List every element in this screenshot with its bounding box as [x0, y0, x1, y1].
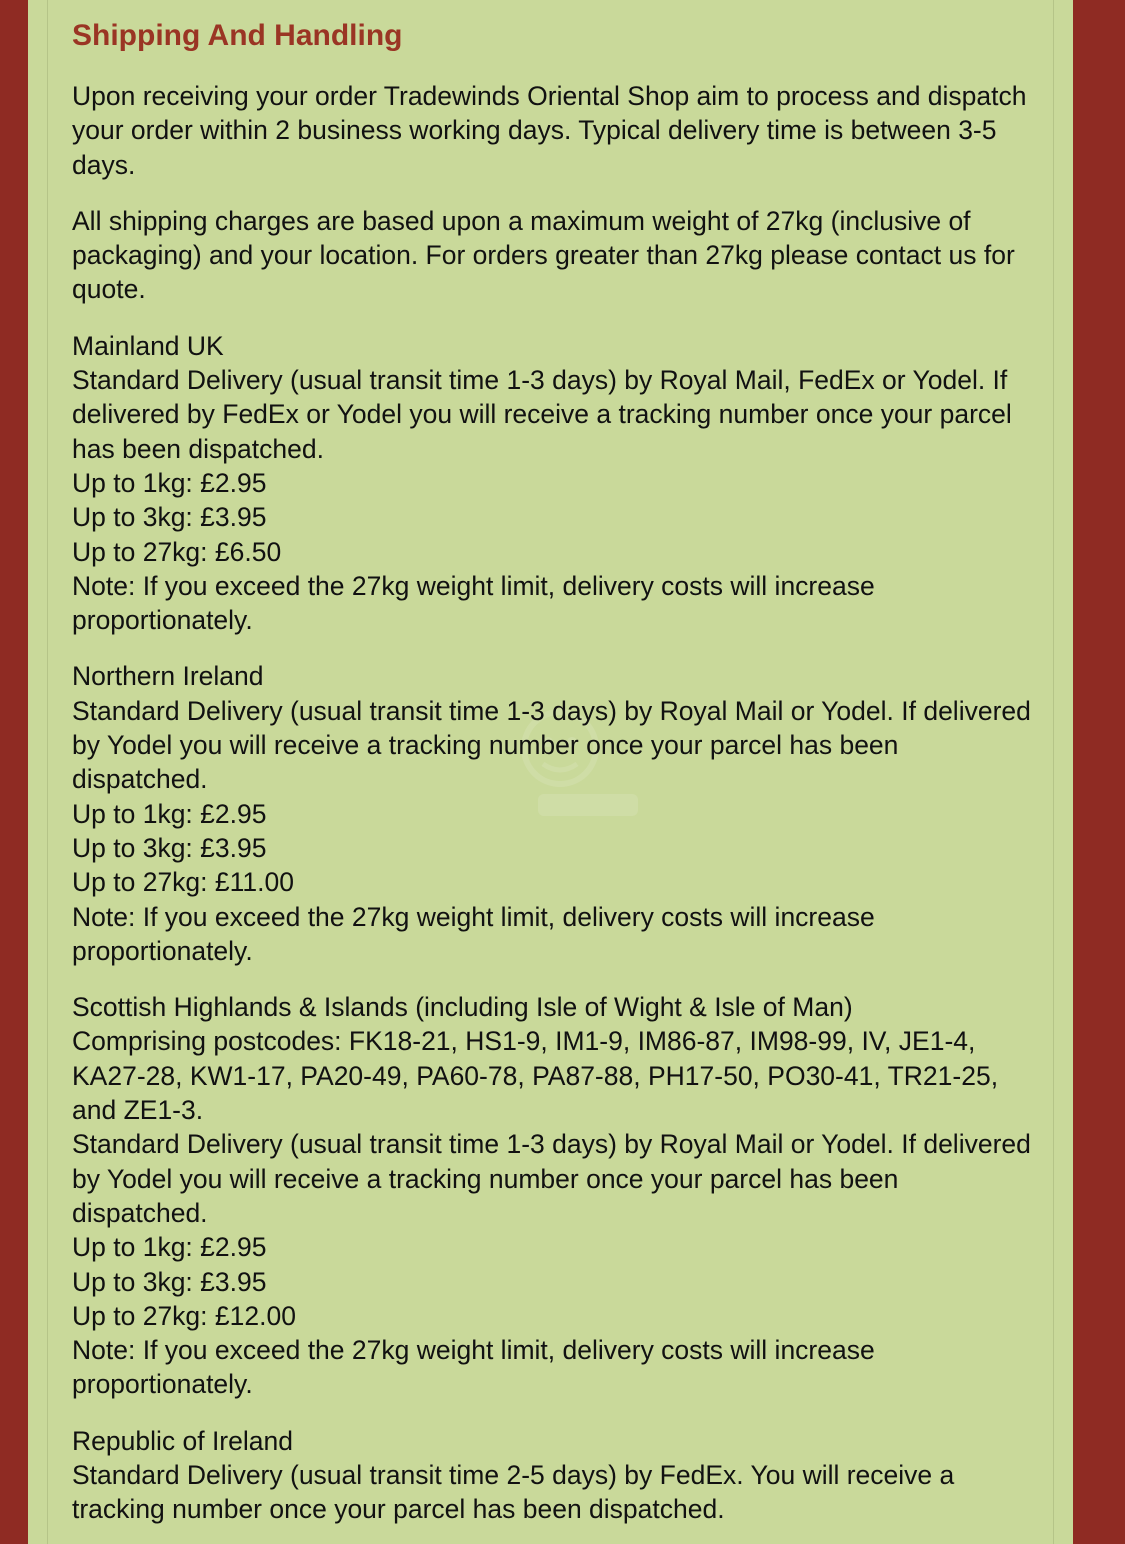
page-title: Shipping And Handling: [72, 19, 403, 52]
charges-paragraph: All shipping charges are based upon a maximum weight of 27kg (inclusive of packaging) and your location. For orders greater than 27kg please contact us for quote.: [72, 205, 1015, 305]
region-note: Note: If you exceed the 27kg weight limit, delivery costs will increase proportionately.: [72, 1335, 875, 1400]
region-republic-of-ireland: [72, 1424, 1032, 1527]
region-delivery: Standard Delivery (usual transit time 1-3 days) by Royal Mail or Yodel. If delivered by Yodel you will receive a tracking number once your parcel has been dispatched.: [72, 1129, 1031, 1228]
region-name: Northern Ireland: [72, 661, 264, 692]
region-northern-ireland: [72, 659, 1032, 968]
intro-paragraph: Upon receiving your order Tradewinds Oriental Shop aim to process and dispatch your order within 2 business working days. Typical delivery time is between 3-5 days.: [72, 81, 1027, 180]
region-scottish-highlands: [72, 990, 1032, 1402]
left-border: [0, 0, 28, 1544]
rate-line: Up to 1kg: £2.95: [72, 798, 267, 829]
region-note: Note: If you exceed the 27kg weight limit, delivery costs will increase proportionately.: [72, 570, 875, 636]
right-border: [1073, 0, 1125, 1544]
rate-line: Up to 27kg: £12.00: [72, 1300, 296, 1331]
region-name: Mainland UK: [72, 330, 224, 361]
rate-line: Up to 3kg: £3.95: [72, 832, 267, 863]
rate-line: Up to 27kg: £11.00: [72, 867, 294, 898]
shipping-content: [72, 16, 1032, 1544]
panel-divider-right: [1053, 0, 1054, 1544]
region-mainland-uk: [72, 329, 1032, 638]
rate-line: Up to 3kg: £3.95: [72, 502, 267, 533]
region-delivery: Standard Delivery (usual transit time 1-3 days) by Royal Mail or Yodel. If delivered by Yodel you will receive a tracking number once your parcel has been dispatched.: [72, 695, 1031, 795]
rate-line: Up to 1kg: £2.95: [72, 1232, 267, 1263]
region-name: Republic of Ireland: [72, 1425, 293, 1456]
region-delivery: Standard Delivery (usual transit time 1-3 days) by Royal Mail, FedEx or Yodel. If delivered by FedEx or Yodel you will receive a tracking number once your parcel has been dispatched.: [72, 365, 1012, 464]
region-name: Scottish Highlands & Islands (including Isle of Wight & Isle of Man): [72, 992, 853, 1023]
rate-line: Up to 3kg: £3.95: [72, 1266, 267, 1297]
region-postcodes: Comprising postcodes: FK18-21, HS1-9, IM1-9, IM86-87, IM98-99, IV, JE1-4, KA27-28, KW1-17, PA20-49, PA60-78, PA87-88, PH17-50, PO30-41, TR21-25, and ZE1-3.: [72, 1026, 999, 1126]
rate-line: Up to 27kg: £6.50: [72, 536, 282, 567]
region-note: Note: If you exceed the 27kg weight limit, delivery costs will increase proportionately.: [72, 901, 875, 966]
panel-divider-left: [47, 0, 48, 1544]
rate-line: Up to 1kg: £2.95: [72, 467, 267, 498]
region-delivery: Standard Delivery (usual transit time 2-5 days) by FedEx. You will receive a tracking number once your parcel has been dispatched.: [72, 1459, 955, 1525]
content-panel: [28, 0, 1073, 1544]
